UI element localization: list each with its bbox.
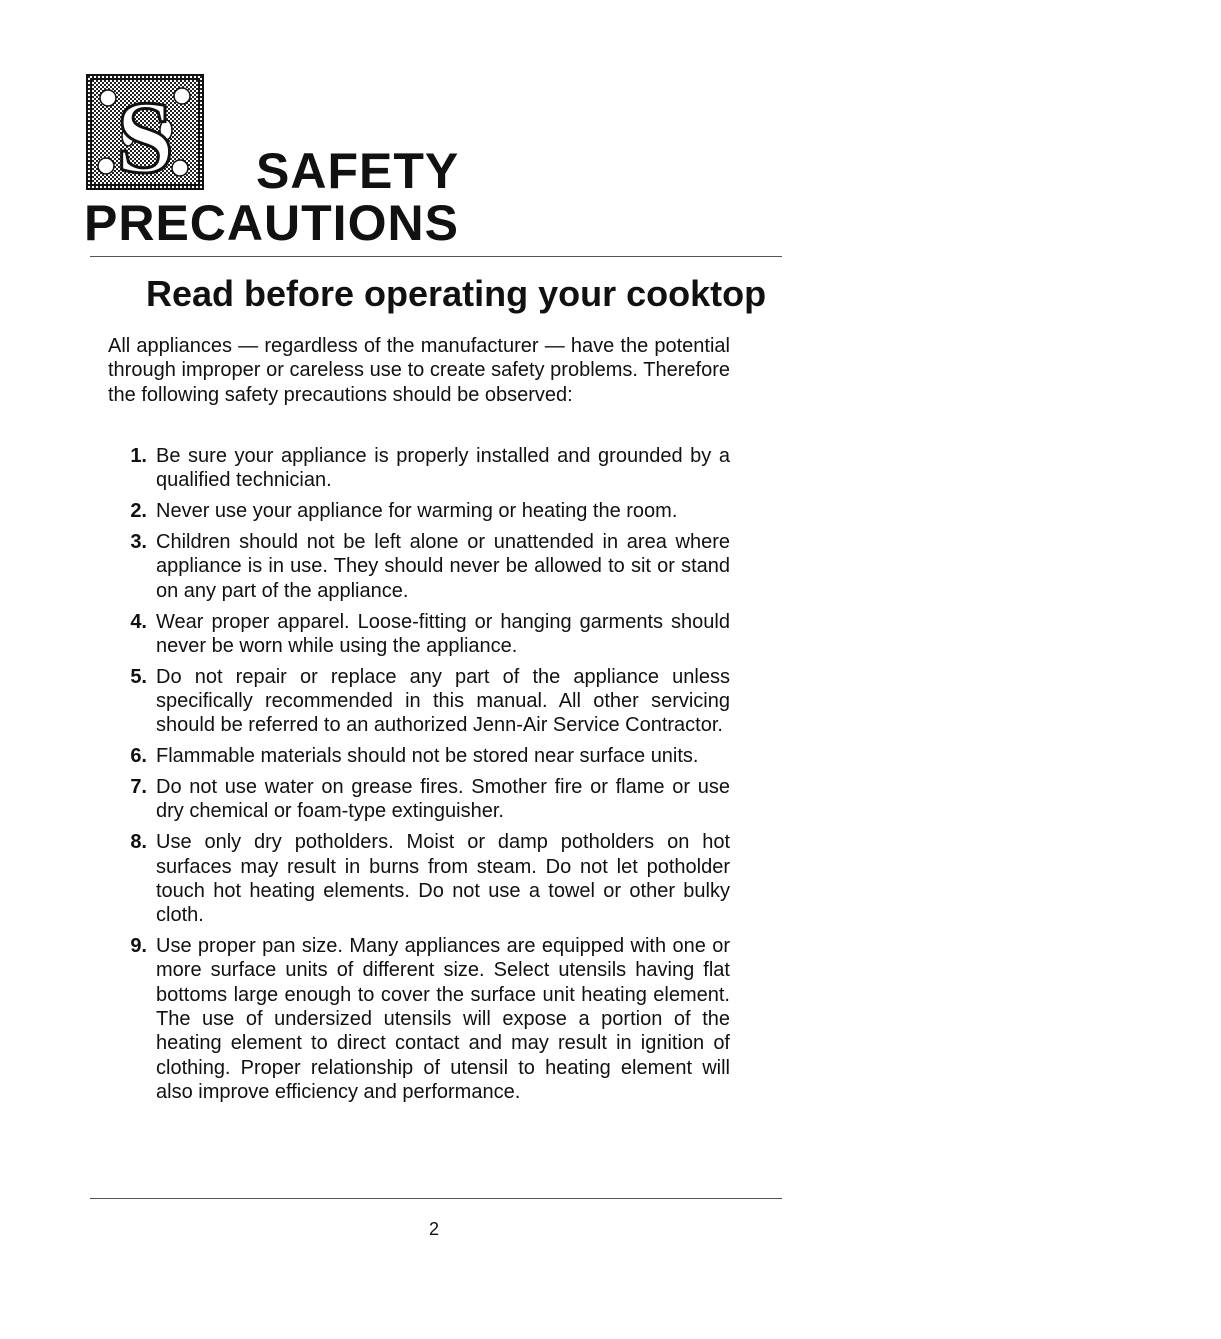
title-safety: SAFETY [256, 143, 460, 199]
precautions-list [108, 444, 730, 1111]
list-item [108, 775, 730, 824]
top-divider [90, 256, 782, 257]
item-number: 2. [130, 500, 147, 523]
svg-text:S: S [116, 80, 174, 188]
item-number: 5. [130, 665, 147, 688]
item-text: Do not repair or replace any part of the appliance unless specifically recommended in this manual. All other servicing should be referred to an authorized Jenn-Air Service Contractor. [156, 665, 730, 737]
bottom-divider [90, 1198, 782, 1199]
item-number: 4. [130, 610, 147, 633]
item-text: Use only dry potholders. Moist or damp potholders on hot surfaces may result in burns from steam. Do not let potholder touch hot heating elements. Do not use a towel or other bulky cloth. [156, 831, 730, 927]
list-item [108, 665, 730, 738]
item-number: 9. [130, 935, 147, 958]
list-item [108, 610, 730, 659]
item-number: 6. [130, 745, 147, 768]
item-text: Children should not be left alone or unattended in area where appliance is in use. They should never be allowed to sit or stand on any part of the appliance. [156, 531, 730, 602]
list-item [108, 830, 730, 927]
item-text: Never use your appliance for warming or heating the room. [156, 500, 678, 523]
ornament-icon [88, 76, 202, 188]
list-item [108, 744, 730, 768]
intro-paragraph: All appliances — regardless of the manufacturer — have the potential through improper or careless use to create safety problems. Therefore the following safety precautions should be observed: [108, 335, 730, 406]
item-text: Be sure your appliance is properly installed and grounded by a qualified technician. [156, 445, 730, 492]
list-item [108, 530, 730, 603]
list-item [108, 499, 730, 523]
item-number: 8. [130, 831, 147, 854]
title-precautions: PRECAUTIONS [84, 195, 459, 251]
item-text: Wear proper apparel. Loose-fitting or hanging garments should never be worn while using the appliance. [156, 610, 730, 657]
item-text: Flammable materials should not be stored near surface units. [156, 745, 699, 768]
list-item [108, 934, 730, 1104]
page-number: 2 [428, 1219, 439, 1239]
item-text: Do not use water on grease fires. Smother fire or flame or use dry chemical or foam-type extinguisher. [156, 776, 730, 823]
page-subtitle: Read before operating your cooktop [146, 273, 767, 314]
item-number: 3. [130, 531, 147, 554]
decorative-initial-s-logo [86, 74, 204, 190]
item-text: Use proper pan size. Many appliances are equipped with one or more surface units of different size. Select utensils having flat bottoms large enough to cover the surface unit heating element. The use of undersized utensils will expose a portion of the heating element to direct contact and may result in ignition of clothing. Proper relationship of utensil to heating element will also improve efficiency and performance. [156, 935, 730, 1103]
item-number: 1. [130, 445, 147, 467]
item-number: 7. [130, 776, 147, 799]
list-item [108, 444, 730, 493]
